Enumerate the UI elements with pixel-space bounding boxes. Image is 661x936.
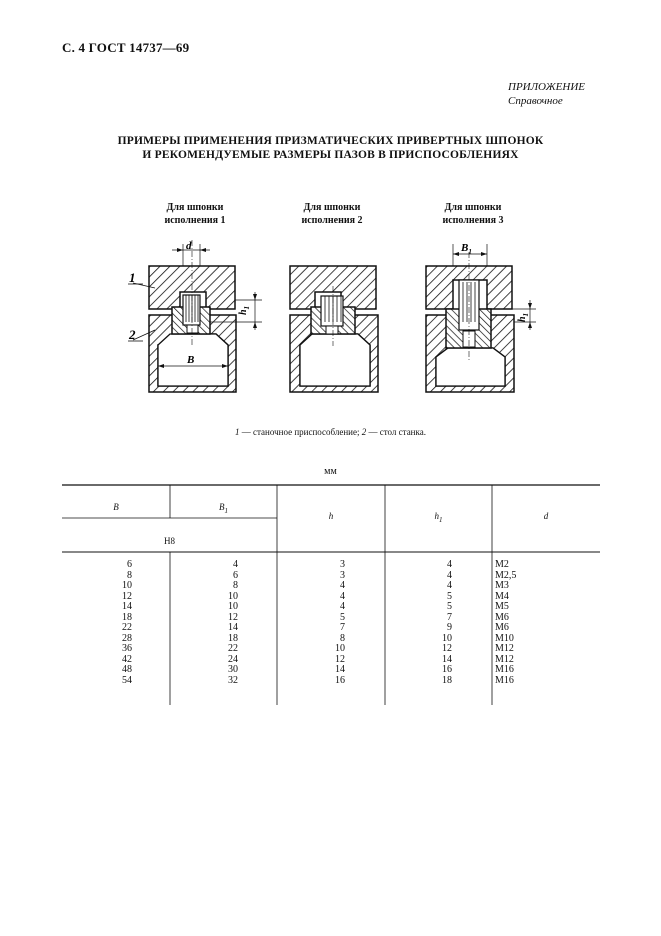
- table-cell-b: 54: [122, 674, 132, 686]
- table-cell-h: 7: [340, 622, 345, 633]
- column-h: [277, 560, 345, 686]
- table-cell-h: 4: [340, 601, 345, 612]
- table-cell-b1: 12: [228, 611, 238, 623]
- column-d: [495, 560, 575, 686]
- header-B1-main: B: [219, 502, 225, 512]
- table-cell-h1: 16: [442, 664, 452, 675]
- header-tolerance: H8: [164, 536, 175, 546]
- table-cell-h1: 5: [447, 601, 452, 612]
- header-h1-main: h: [434, 511, 439, 521]
- dim-B1-sub: 1: [468, 248, 472, 256]
- table-cell-d: M16: [495, 664, 514, 675]
- figure-caption-1-line2: исполнения 1: [164, 215, 226, 226]
- legend-num-2: 2: [361, 427, 367, 437]
- dim-label-B: B: [187, 354, 195, 366]
- table-cell-d: M3: [495, 580, 509, 591]
- table-cell-h1: 4: [447, 569, 452, 581]
- header-h: h: [328, 511, 334, 521]
- table-cell-h: 3: [340, 559, 345, 570]
- table-cell-b: 48: [122, 664, 132, 675]
- legend-text-2: — стол станка.: [366, 427, 426, 437]
- legend-num-1: 1: [235, 427, 240, 437]
- table-cell-h1: 10: [442, 632, 452, 644]
- table-cell-h1: 18: [442, 674, 452, 686]
- table-cell-b1: 30: [228, 664, 238, 675]
- column-B1: [170, 560, 238, 686]
- table-cell-d: M5: [495, 601, 509, 612]
- table-cell-h1: 4: [447, 559, 452, 570]
- table-unit: мм: [324, 466, 337, 477]
- legend-text-1: — станочное приспособление;: [239, 427, 362, 437]
- title-line-2: И РЕКОМЕНДУЕМЫЕ РАЗМЕРЫ ПАЗОВ В ПРИСПОСОБЛЕНИЯХ: [142, 149, 519, 161]
- table-cell-h: 10: [335, 643, 345, 654]
- table-cell-h1: 5: [447, 590, 452, 602]
- table-cell-b1: 6: [233, 569, 238, 581]
- technical-drawings: [0, 0, 661, 420]
- table-cell-h1: 14: [442, 653, 452, 665]
- table-cell-d: M16: [495, 674, 514, 686]
- table-cell-h1: 7: [447, 611, 452, 623]
- table-cell-h1: 12: [442, 643, 452, 654]
- table-cell-b: 28: [122, 632, 132, 644]
- table-cell-h: 8: [340, 632, 345, 644]
- table-cell-d: M2: [495, 559, 509, 570]
- column-B: [62, 560, 132, 686]
- table-cell-b1: 24: [228, 653, 238, 665]
- table-cell-h: 16: [335, 674, 345, 686]
- table-cell-b: 42: [122, 653, 132, 665]
- dim-B1-main: B: [461, 242, 469, 254]
- drawing-variant-1: [128, 240, 262, 392]
- page-header: С. 4 ГОСТ 14737—69: [62, 40, 190, 55]
- header-B: B: [113, 502, 119, 512]
- figure-caption-2-line2: исполнения 2: [301, 215, 363, 226]
- table-cell-d: M12: [495, 653, 514, 665]
- table-cell-b: 8: [127, 569, 132, 581]
- dim-h1-fig1-sub: 1: [243, 305, 251, 310]
- dim-label-h1-fig3: [517, 313, 530, 322]
- table-cell-b1: 8: [233, 580, 238, 591]
- dim-label-B1: [460, 242, 472, 256]
- table-cell-d: M12: [495, 643, 514, 654]
- table-cell-b1: 22: [228, 643, 238, 654]
- figure-caption-1-line1: Для шпонки: [166, 202, 224, 213]
- dim-h1-fig1-main: h: [238, 309, 249, 315]
- appendix-label: ПРИЛОЖЕНИЕ: [508, 81, 585, 93]
- table-cell-b1: 14: [228, 622, 238, 633]
- table-cell-b1: 10: [228, 601, 238, 612]
- table-cell-h: 4: [340, 580, 345, 591]
- table-cell-b: 14: [122, 601, 132, 612]
- figure-caption-3-line2: исполнения 3: [442, 215, 504, 226]
- dim-label-h1-fig1: [238, 306, 251, 315]
- header-h1: [385, 511, 492, 524]
- header-B1-sub: 1: [224, 506, 228, 515]
- table-cell-b1: 4: [233, 559, 238, 570]
- table-cell-b: 36: [122, 643, 132, 654]
- table-cell-d: M6: [495, 611, 509, 623]
- column-h1: [385, 560, 452, 686]
- table-cell-b: 6: [127, 559, 132, 570]
- table-cell-d: M2,5: [495, 569, 517, 581]
- dim-label-d: d: [186, 240, 192, 252]
- table-cell-b1: 10: [228, 590, 238, 602]
- table-cell-b: 10: [122, 580, 132, 591]
- table-cell-h: 4: [340, 590, 345, 602]
- dim-h1-fig3-sub: 1: [522, 312, 530, 317]
- table-cell-b: 22: [122, 622, 132, 633]
- table-cell-h: 3: [340, 569, 345, 581]
- drawing-variant-2: [290, 266, 378, 392]
- table-cell-h1: 9: [447, 622, 452, 633]
- header-h1-sub: 1: [439, 515, 443, 524]
- table-cell-h: 14: [335, 664, 345, 675]
- header-d: d: [543, 511, 549, 521]
- callout-1: 1: [129, 270, 136, 285]
- table-cell-b: 18: [122, 611, 132, 623]
- header-B1: [170, 502, 277, 515]
- table-cell-h: 12: [335, 653, 345, 665]
- table-cell-d: M6: [495, 622, 509, 633]
- table-cell-b: 12: [122, 590, 132, 602]
- figure-legend: [0, 427, 661, 437]
- appendix-type: Справочное: [508, 95, 563, 107]
- table-cell-h1: 4: [447, 580, 452, 591]
- table-cell-h: 5: [340, 611, 345, 623]
- figure-caption-2-line1: Для шпонки: [303, 202, 361, 213]
- callout-2: 2: [129, 327, 136, 342]
- table-cell-b1: 32: [228, 674, 238, 686]
- table-cell-b1: 18: [228, 632, 238, 644]
- table-cell-d: M4: [495, 590, 509, 602]
- dim-h1-fig3-main: h: [517, 316, 528, 322]
- table-cell-d: M10: [495, 632, 514, 644]
- figure-caption-3-line1: Для шпонки: [444, 202, 502, 213]
- title-line-1: ПРИМЕРЫ ПРИМЕНЕНИЯ ПРИЗМАТИЧЕСКИХ ПРИВЕРТНЫХ ШПОНОК: [117, 135, 544, 147]
